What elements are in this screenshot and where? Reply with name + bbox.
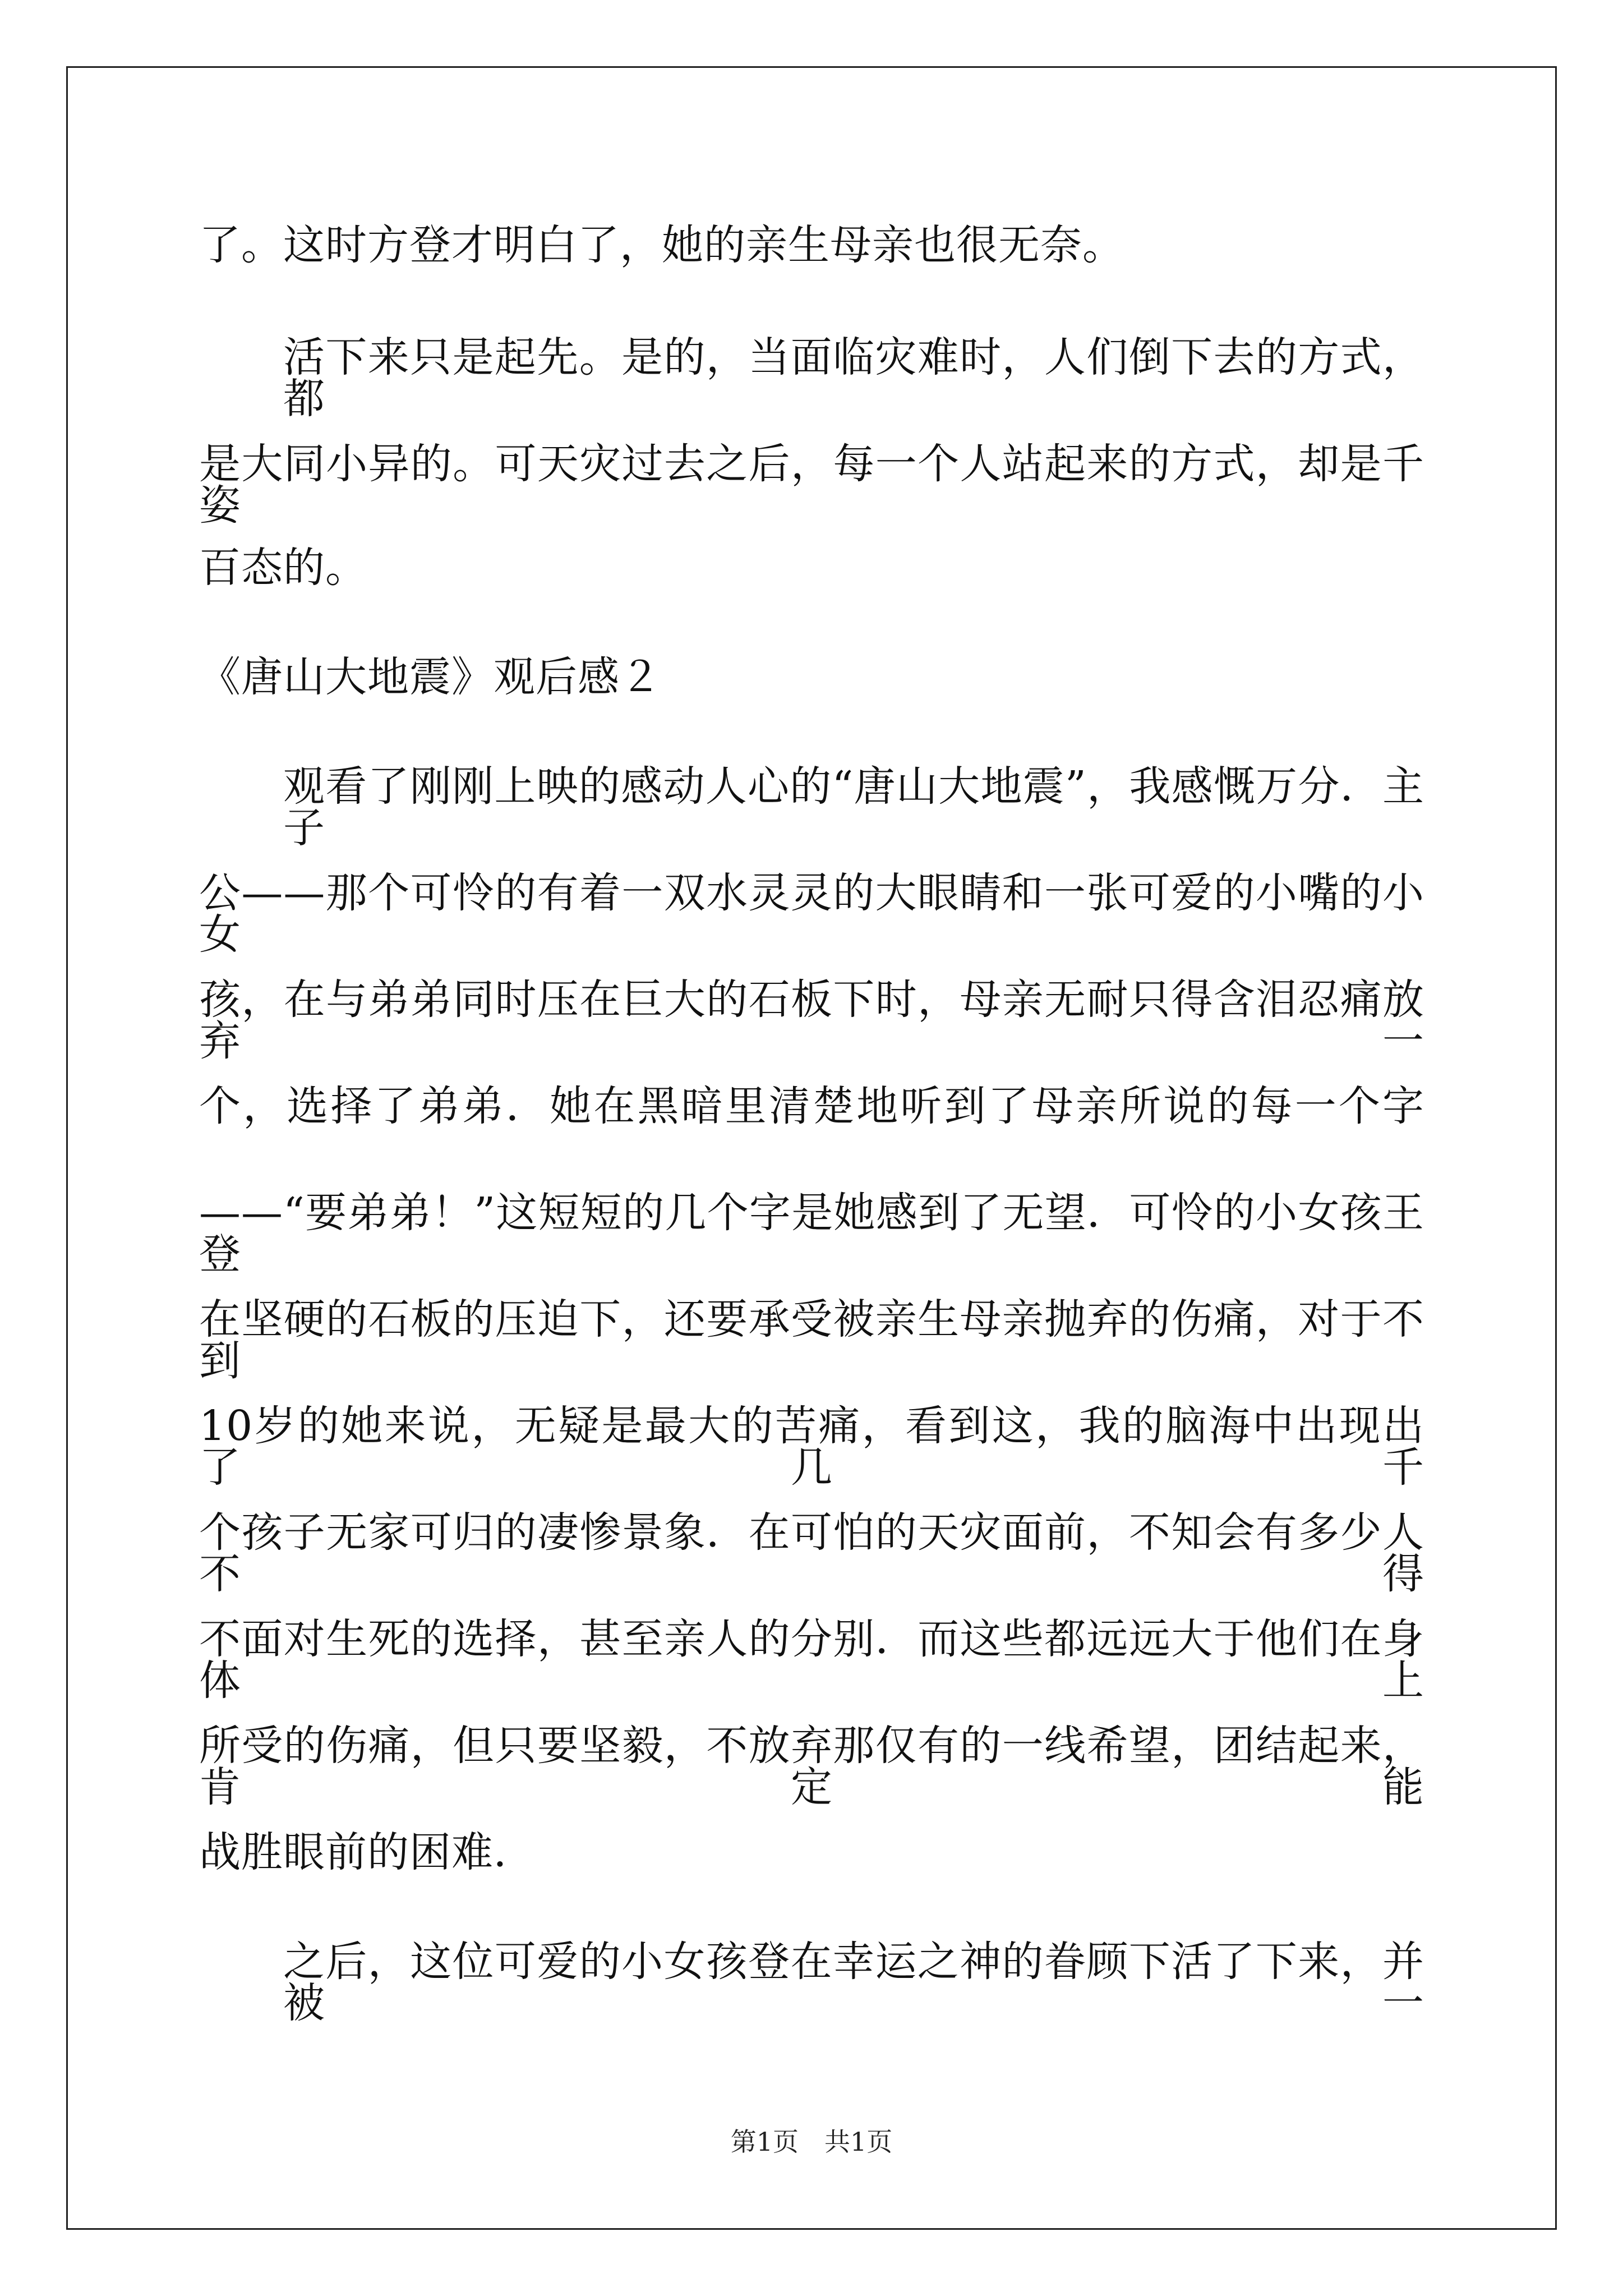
paragraph-line: 战胜眼前的困难．	[199, 1828, 536, 1876]
paragraph-line: 个孩子无家可归的凄惨景象．在可怕的天灾面前，不知会有多少人不得	[199, 1508, 1424, 1598]
paragraph-line: 活下来只是起先。是的，当面临灾难时，人们倒下去的方式，都	[283, 333, 1424, 423]
paragraph-line: 不面对生死的选择，甚至亲人的分别．而这些都远远大于他们在身体上	[199, 1615, 1424, 1705]
paragraph-line: 之后，这位可爱的小女孩登在幸运之神的眷顾下活了下来，并被一	[283, 1938, 1424, 2027]
paragraph-line: 个，选择了弟弟．她在黑暗里清楚地听到了母亲所说的每一个字	[199, 1082, 1424, 1130]
page-number-footer: 第1页 共1页	[730, 2127, 893, 2157]
section-heading: 《唐山大地震》观后感２	[199, 653, 662, 701]
paragraph-line: 孩，在与弟弟同时压在巨大的石板下时，母亲无耐只得含泪忍痛放弃一	[199, 976, 1424, 1065]
paragraph-line: 在坚硬的石板的压迫下，还要承受被亲生母亲抛弃的伤痛，对于不到	[199, 1295, 1424, 1385]
paragraph-line: 百态的。	[199, 544, 367, 592]
paragraph-line: 了。这时方登才明白了，她的亲生母亲也很无奈。	[199, 221, 1124, 269]
paragraph-line: 观看了刚刚上映的感动人心的“唐山大地震”，我感慨万分．主子	[283, 762, 1424, 852]
paragraph-line: 是大同小异的。可天灾过去之后，每一个人站起来的方式，却是千姿	[199, 440, 1424, 530]
paragraph-line: 公——那个可怜的有着一双水灵灵的大眼睛和一张可爱的小嘴的小女	[199, 869, 1424, 959]
paragraph-line: 10岁的她来说，无疑是最大的苦痛，看到这，我的脑海中出现出了几千	[199, 1402, 1424, 1492]
paragraph-line: ——“要弟弟！”这短短的几个字是她感到了无望．可怜的小女孩王登	[199, 1189, 1424, 1278]
paragraph-line: 所受的伤痛，但只要坚毅，不放弃那仅有的一线希望，团结起来，肯定能	[199, 1722, 1424, 1811]
